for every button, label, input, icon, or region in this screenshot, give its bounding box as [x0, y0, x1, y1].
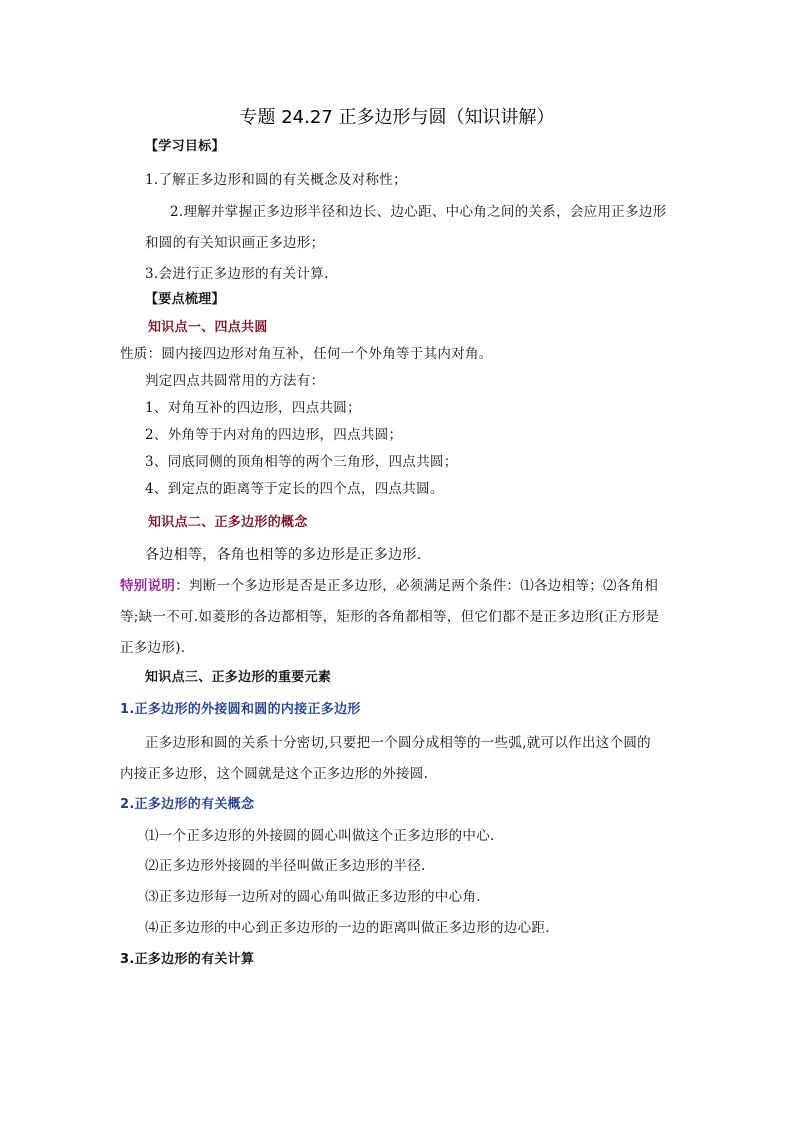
- goal-item-continuation: 和圆的有关知识画正多边形；: [145, 235, 325, 251]
- goal-item: 3.会进行正多边形的有关计算.: [145, 266, 329, 282]
- kp3-sub1-line2: 内接正多边形，这个圆就是这个正多边形的外接圆.: [120, 766, 429, 782]
- special-note-label: 特别说明：: [120, 578, 189, 594]
- kp3-title: 知识点三、正多边形的重要元素: [145, 670, 332, 685]
- kp3-sub1-heading: 1.正多边形的外接圆和圆的内接正多边形: [120, 702, 361, 717]
- concept-item: ⑶正多边形每一边所对的圆心角叫做正多边形的中心角.: [145, 889, 481, 905]
- concept-item: ⑵正多边形外接圆的半径叫做正多边形的半径.: [145, 858, 426, 874]
- goal-item: 1.了解正多边形和圆的有关概念及对称性；: [145, 172, 407, 188]
- goals-header: 【学习目标】: [145, 139, 225, 154]
- kp2-title: 知识点二、正多边形的概念: [148, 515, 308, 530]
- goal-item: 2.理解并掌握正多边形半径和边长、边心距、中心角之间的关系，会应用正多边形: [170, 204, 667, 220]
- kp1-title: 知识点一、四点共圆: [148, 320, 268, 335]
- kp1-methods-intro: 判定四点共圆常用的方法有：: [145, 373, 325, 389]
- kp1-method: 2、外角等于内对角的四边形，四点共圆；: [145, 427, 403, 443]
- kp3-sub2-heading: 2.正多边形的有关概念: [120, 797, 255, 812]
- special-note-text: 判断一个多边形是否是正多边形，必须满足两个条件：⑴各边相等；⑵各角相: [189, 578, 659, 594]
- keypoints-header: 【要点梳理】: [145, 292, 225, 307]
- kp2-special-line1: [120, 576, 658, 596]
- kp3-sub1-line1: 正多边形和圆的关系十分密切,只要把一个圆分成相等的一些弧,就可以作出这个圆的: [145, 735, 651, 751]
- kp1-method: 4、到定点的距离等于定长的四个点，四点共圆。: [145, 481, 444, 497]
- kp1-method: 3、同底同侧的顶角相等的两个三角形，四点共圆；: [145, 454, 458, 470]
- kp1-property: 性质：圆内接四边形对角互补，任何一个外角等于其内对角。: [120, 346, 493, 362]
- page-title: 专题 24.27 正多边形与圆（知识讲解）: [239, 107, 555, 128]
- kp2-definition: 各边相等，各角也相等的多边形是正多边形.: [145, 547, 422, 563]
- concept-item: ⑷正多边形的中心到正多边形的一边的距离叫做正多边形的边心距.: [145, 920, 550, 936]
- kp3-sub3-heading: 3.正多边形的有关计算: [120, 952, 255, 967]
- concept-item: ⑴一个正多边形的外接圆的圆心叫做这个正多边形的中心.: [145, 828, 495, 844]
- kp2-special-line2: 等;缺一不可.如菱形的各边都相等，矩形的各角都相等，但它们都不是正多边形(正方形是: [120, 609, 660, 625]
- kp2-special-line3: 正多边形).: [120, 640, 186, 656]
- kp1-method: 1、对角互补的四边形，四点共圆；: [145, 400, 361, 416]
